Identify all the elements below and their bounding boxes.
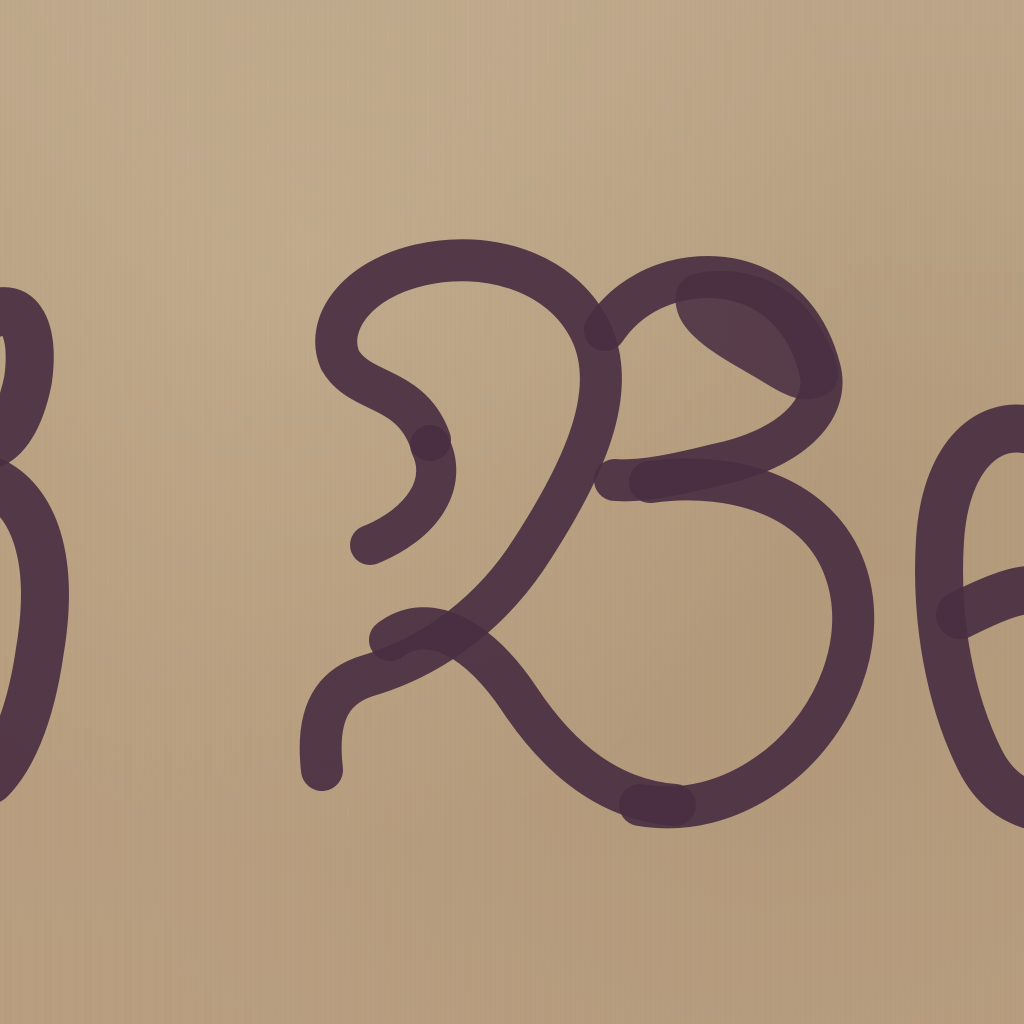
left-partial-glyph <box>0 311 45 780</box>
digit-three <box>605 271 853 808</box>
digit-three-top-blot <box>676 271 838 400</box>
left-partial-glyph-stroke-lower <box>0 480 45 780</box>
right-partial-glyph <box>939 428 1024 805</box>
digit-two-inner-hook <box>370 445 436 545</box>
left-partial-glyph-stroke <box>0 311 30 445</box>
digit-two-main-stroke <box>321 260 601 770</box>
right-partial-glyph-inner-stroke <box>960 590 1024 615</box>
digit-three-bottom-stroke <box>640 479 853 807</box>
